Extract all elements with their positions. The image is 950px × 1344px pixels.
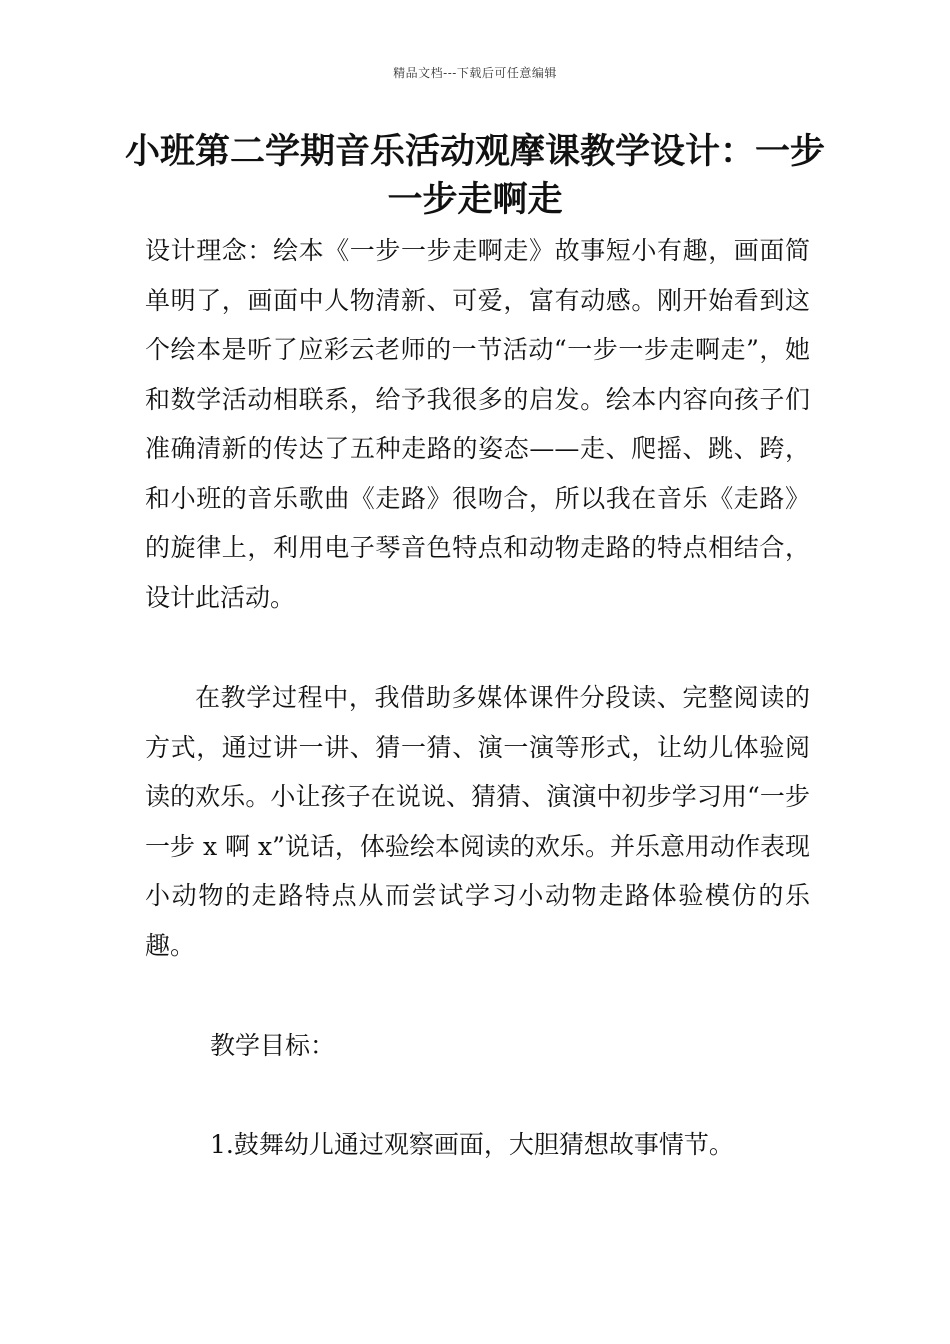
paragraph-teaching-process: 在教学过程中，我借助多媒体课件分段读、完整阅读的方式，通过讲一讲、猜一猜、演一演等形式，让幼儿体验阅读的欢乐。小让孩子在说说、猜猜、演演中初步学习用“一步一步 x 啊 x”说话，体验绘本阅读的欢乐。并乐意用动作表现小动物的走路特点从而尝试学习小动物走路体验模仿的乐趣。 [145,683,810,960]
list-item-goal-1: 1.鼓舞幼儿通过观察画面，大胆猜想故事情节。 [210,1130,734,1159]
paragraph-design-concept: 设计理念：绘本《一步一步走啊走》故事短小有趣，画面简单明了，画面中人物清新、可爱，富有动感。刚开始看到这个绘本是听了应彩云老师的一节活动“一步一步走啊走”，她和数学活动相联系，给予我很多的启发。绘本内容向孩子们准确清新的传达了五种走路的姿态——走、爬摇、跳、跨，和小班的音乐歌曲《走路》很吻合，所以我在音乐《走路》的旋律上，利用电子琴音色特点和动物走路的特点相结合，设计此活动。 [145,236,810,612]
document-title: 小班第二学期音乐活动观摩课教学设计：一步一步走啊走 [124,132,825,220]
page-header-note: 精品文档---下载后可任意编辑 [393,66,557,80]
heading-teaching-goals: 教学目标： [210,1031,336,1060]
